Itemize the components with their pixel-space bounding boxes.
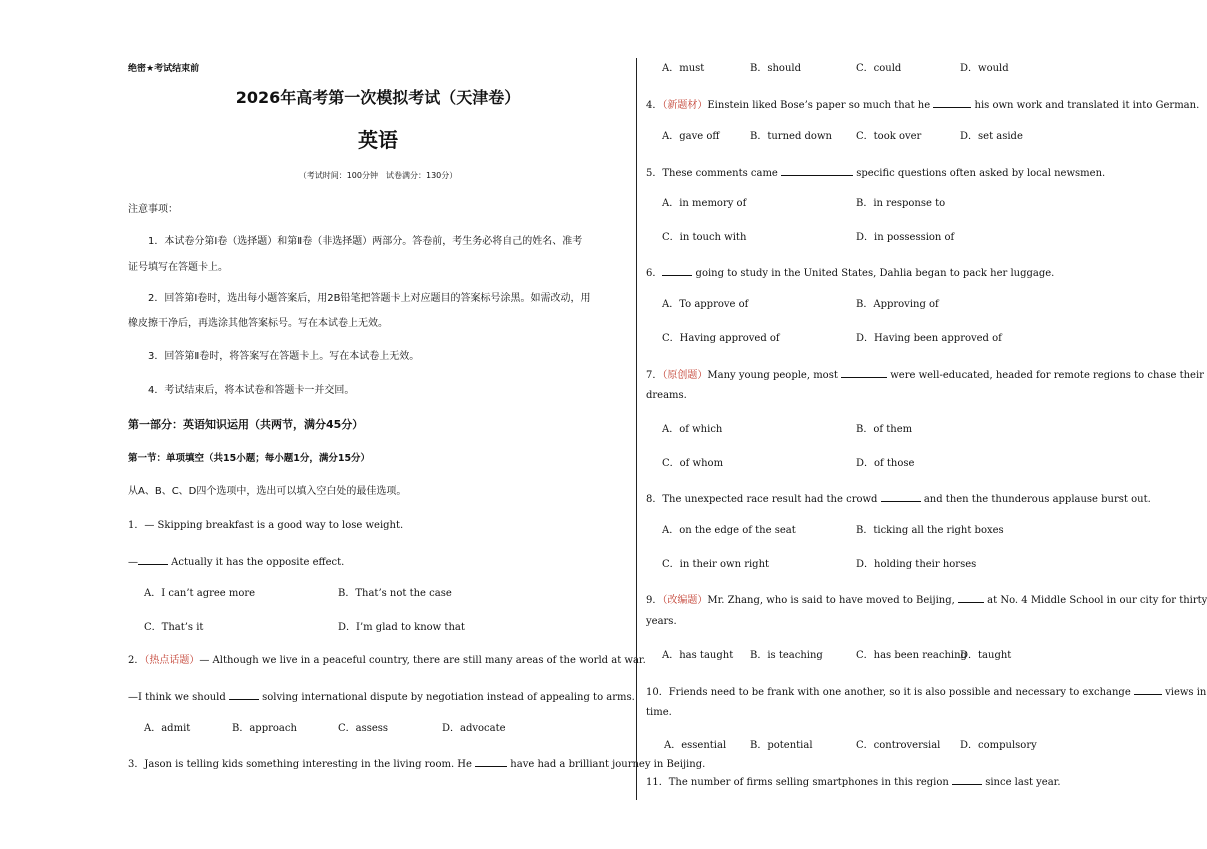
q4-text-start: Einstein liked Bose’s paper so much that he — [707, 100, 934, 111]
notice-item-2-cont: 橡皮擦干净后，再选涂其他答案标号。写在本试卷上无效。 — [128, 318, 388, 329]
q3-text-start: 3．Jason is telling kids something interesting in the living room. He — [128, 759, 476, 770]
q9-tag: （改编题） — [662, 595, 708, 606]
column-divider — [636, 58, 637, 800]
q7-text-end: were well-educated, headed for remote regions to chase their — [887, 370, 1204, 381]
notice-item-1: 1．本试卷分第Ⅰ卷（选择题）和第Ⅱ卷（非选择题）两部分。答卷前，考生务必将自己的姓名、准考 — [148, 236, 583, 247]
q2-option-a: A．admit — [144, 723, 191, 734]
exam-title: 2026年高考第一次模拟考试（天津卷） — [235, 88, 521, 107]
q3-option-a: A．must — [662, 63, 705, 74]
q7-option-c: C．of whom — [662, 458, 724, 469]
q6-blank — [662, 265, 692, 276]
q3-text-end: have had a brilliant journey in Beijing. — [507, 759, 706, 770]
q2-option-d: D．advocate — [442, 723, 506, 734]
q9-option-c: C．has been reaching — [856, 650, 967, 661]
q8-text-start: 8．The unexpected race result had the crowd — [646, 494, 881, 505]
q7-option-a: A．of which — [662, 424, 723, 435]
q8-option-c: C．in their own right — [662, 559, 770, 570]
q10-option-c: C．controversial — [856, 740, 941, 751]
q4-option-a: A．gave off — [662, 131, 720, 142]
q8-option-b: B．ticking all the right boxes — [856, 525, 1004, 536]
part1-heading: 第一部分：英语知识运用（共两节，满分45分） — [128, 418, 364, 431]
q10-text-start: 10．Friends need to be frank with one another, so it is also possible and necessary to exchange — [646, 687, 1134, 698]
q7-stem — [646, 367, 1204, 382]
q1-dash: — — [128, 557, 138, 568]
q8-blank — [881, 491, 921, 502]
q3-blank — [475, 756, 507, 767]
q9-number: 9． — [646, 595, 663, 606]
q8-option-a: A．on the edge of the seat — [662, 525, 796, 536]
notice-item-3: 3．回答第Ⅱ卷时，将答案写在答题卡上。写在本试卷上无效。 — [148, 351, 420, 362]
q9-option-b: B．is teaching — [750, 650, 823, 661]
subject-title: 英语 — [358, 128, 398, 152]
section1-heading: 第一节：单项填空（共15小题；每小题1分，满分15分） — [128, 453, 371, 464]
q10-option-a: A．essential — [664, 740, 727, 751]
q1-reply — [128, 554, 344, 569]
q5-option-b: B．in response to — [856, 198, 946, 209]
q6-text: going to study in the United States, Dahlia began to pack her luggage. — [692, 268, 1055, 279]
q1-option-d: D．I’m glad to know that — [338, 622, 465, 633]
q1-option-a: A．I can’t agree more — [144, 588, 256, 599]
q11-text-end: since last year. — [982, 777, 1061, 788]
q9-blank — [958, 592, 984, 603]
q10-option-d: D．compulsory — [960, 740, 1037, 751]
q1-reply-text: Actually it has the opposite effect. — [168, 557, 345, 568]
q7-tag: （原创题） — [662, 370, 708, 381]
q2-stem — [128, 655, 646, 667]
q7-stem-cont: dreams. — [646, 390, 687, 401]
q3-option-c: C．could — [856, 63, 902, 74]
secret-mark: 绝密★考试结束前 — [128, 64, 200, 74]
q5-option-c: C．in touch with — [662, 232, 747, 243]
q11-text-start: 11．The number of firms selling smartphones in this region — [646, 777, 953, 788]
q9-option-d: D．taught — [960, 650, 1012, 661]
q1-stem: 1．— Skipping breakfast is a good way to lose weight. — [128, 520, 404, 531]
q6-option-d: D．Having been approved of — [856, 333, 1002, 344]
q3-stem — [128, 756, 705, 771]
q9-stem-cont: years. — [646, 616, 677, 627]
q11-stem — [646, 774, 1061, 789]
q1-option-c: C．That’s it — [144, 622, 204, 633]
q2-reply-end: solving international dispute by negotiation instead of appealing to arms. — [258, 692, 635, 703]
q9-stem — [646, 592, 1207, 607]
q4-option-b: B．turned down — [750, 131, 832, 142]
q7-text-start: Many young people, most — [707, 370, 842, 381]
q7-option-b: B．of them — [856, 424, 913, 435]
q4-text-end: his own work and translated it into German. — [971, 100, 1200, 111]
q6-option-a: A．To approve of — [662, 299, 749, 310]
q10-text-end: views in — [1161, 687, 1207, 698]
q10-stem — [646, 684, 1206, 699]
q2-number: 2． — [128, 655, 145, 666]
q2-reply — [128, 689, 635, 704]
q2-text: — Although we live in a peaceful country, there are still many areas of the world at war. — [199, 655, 646, 666]
q4-number: 4． — [646, 100, 663, 111]
q5-option-d: D．in possession of — [856, 232, 955, 243]
q4-option-c: C．took over — [856, 131, 922, 142]
q4-option-d: D．set aside — [960, 131, 1023, 142]
q6-stem — [646, 265, 1054, 280]
notice-item-2: 2．回答第Ⅰ卷时，选出每小题答案后，用2B铅笔把答题卡上对应题目的答案标号涂黑。如需改动，用 — [148, 293, 591, 304]
q6-option-c: C．Having approved of — [662, 333, 780, 344]
q6-option-b: B．Approving of — [856, 299, 939, 310]
exam-info: （考试时间：100分钟 试卷满分：130分） — [298, 171, 458, 180]
q10-blank — [1134, 684, 1162, 695]
q7-number: 7． — [646, 370, 663, 381]
notice-item-1-cont: 证号填写在答题卡上。 — [128, 262, 228, 273]
q8-text-end: and then the thunderous applause burst out. — [920, 494, 1151, 505]
q5-blank — [781, 165, 853, 176]
q7-blank — [841, 367, 887, 378]
section1-instruction: 从A、B、C、D四个选项中，选出可以填入空白处的最佳选项。 — [128, 486, 407, 497]
q2-blank — [229, 689, 259, 700]
q11-blank — [952, 774, 982, 785]
q2-tag: （热点话题） — [144, 655, 200, 666]
q8-option-d: D．holding their horses — [856, 559, 977, 570]
q3-option-d: D．would — [960, 63, 1009, 74]
q2-option-b: B．approach — [232, 723, 297, 734]
notice-heading: 注意事项： — [128, 204, 178, 215]
notice-item-4: 4．考试结束后，将本试卷和答题卡一并交回。 — [148, 385, 355, 396]
q1-option-b: B．That’s not the case — [338, 588, 452, 599]
q9-text-start: Mr. Zhang, who is said to have moved to Beijing, — [707, 595, 958, 606]
q4-stem — [646, 97, 1199, 112]
q9-text-end: at No. 4 Middle School in our city for thirty — [983, 595, 1207, 606]
q5-option-a: A．in memory of — [662, 198, 747, 209]
q6-number: 6． — [646, 268, 663, 279]
q2-option-c: C．assess — [338, 723, 389, 734]
q4-blank — [933, 97, 971, 108]
q10-option-b: B．potential — [750, 740, 813, 751]
q5-text-start: 5．These comments came — [646, 168, 782, 179]
q8-stem — [646, 491, 1151, 506]
q5-text-end: specific questions often asked by local newsmen. — [853, 168, 1106, 179]
q7-option-d: D．of those — [856, 458, 915, 469]
q9-option-a: A．has taught — [662, 650, 734, 661]
q4-tag: （新题材） — [662, 100, 708, 111]
q5-stem — [646, 165, 1105, 180]
q2-reply-start: —I think we should — [128, 692, 229, 703]
q1-blank — [138, 554, 168, 565]
q3-option-b: B．should — [750, 63, 801, 74]
q10-stem-cont: time. — [646, 707, 672, 718]
